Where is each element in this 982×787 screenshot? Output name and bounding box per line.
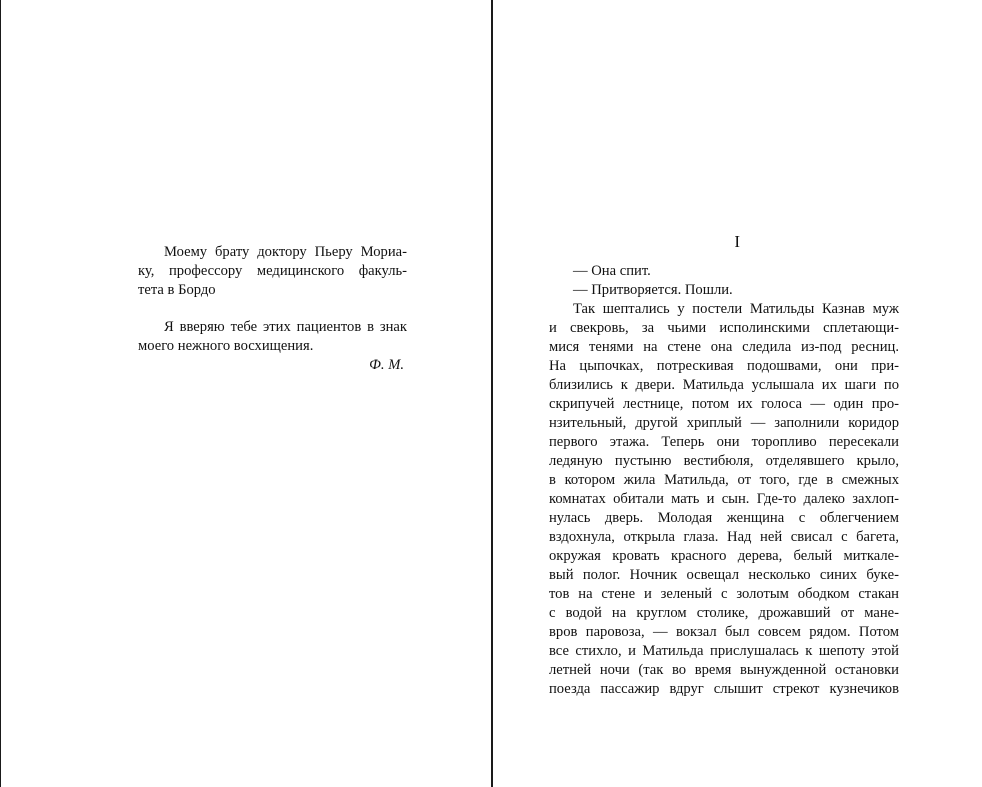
text-line: летней ночи (так во время вынужденной остановки: [549, 662, 899, 678]
text-line: и свекровь, за чьими исполинскими сплетающи-: [549, 320, 899, 336]
text-line: На цыпочках, потрескивая подошвами, они при-: [549, 358, 899, 374]
text-line: в котором жила Матильда, от того, где в смежных: [549, 472, 899, 488]
text-line: мися тенями на стене она следила из-под ресниц.: [549, 339, 899, 355]
dedication-line: ку, профессору медицинского факуль-: [138, 263, 407, 279]
dedication-line: Моему брату доктору Пьеру Мориа-: [164, 244, 407, 260]
text-line: скрипучей лестнице, потом их голоса — один про-: [549, 396, 899, 412]
text-line: тов на стене и зеленый с золотым ободком стакан: [549, 586, 899, 602]
text-line: с водой на круглом столике, дрожавший от мане-: [549, 605, 899, 621]
text-line: близились к двери. Матильда услышала их шаги по: [549, 377, 899, 393]
dedication-block: [138, 243, 407, 375]
text-line: окружая кровать красного дерева, белый миткале-: [549, 548, 899, 564]
tribute-line: моего нежного восхищения.: [138, 338, 314, 354]
text-line: вый полог. Ночник освещал несколько синих букe-: [549, 567, 899, 583]
text-line: — Притворяется. Пошли.: [573, 282, 733, 298]
text-line: вздохнула, открыла глаза. Над ней свисал с багета,: [549, 529, 899, 545]
right-page: [493, 0, 982, 787]
signature: Ф. М.: [369, 357, 404, 373]
dedication-gap: [138, 300, 407, 318]
text-line: нулась дверь. Молодая женщина с облегчением: [549, 510, 899, 526]
text-line: все стихло, и Матильда прислушалась к шепоту этой: [549, 643, 899, 659]
text-line: Так шептались у постели Матильды Казнав муж: [573, 301, 899, 317]
text-line: первого этажа. Теперь они торопливо пересекали: [549, 434, 899, 450]
text-line: — Она спит.: [573, 263, 651, 279]
chapter-text: [549, 262, 899, 699]
text-line: поезда пассажир вдруг слышит стрекот кузнечиков: [549, 681, 899, 697]
text-line: нзительный, другой хриплый — заполнили коридор: [549, 415, 899, 431]
dedication-line: тета в Бордо: [138, 282, 216, 298]
text-line: комнатах обитали мать и сын. Где-то далеко захлоп-: [549, 491, 899, 507]
chapter-number: I: [734, 232, 741, 251]
text-line: ледяную пустыню вестибюля, отделявшего крыло,: [549, 453, 899, 469]
tribute-line: Я вверяю тебе этих пациентов в знак: [164, 319, 407, 335]
text-line: вров паровоза, — вокзал был совсем рядом. Потом: [549, 624, 899, 640]
